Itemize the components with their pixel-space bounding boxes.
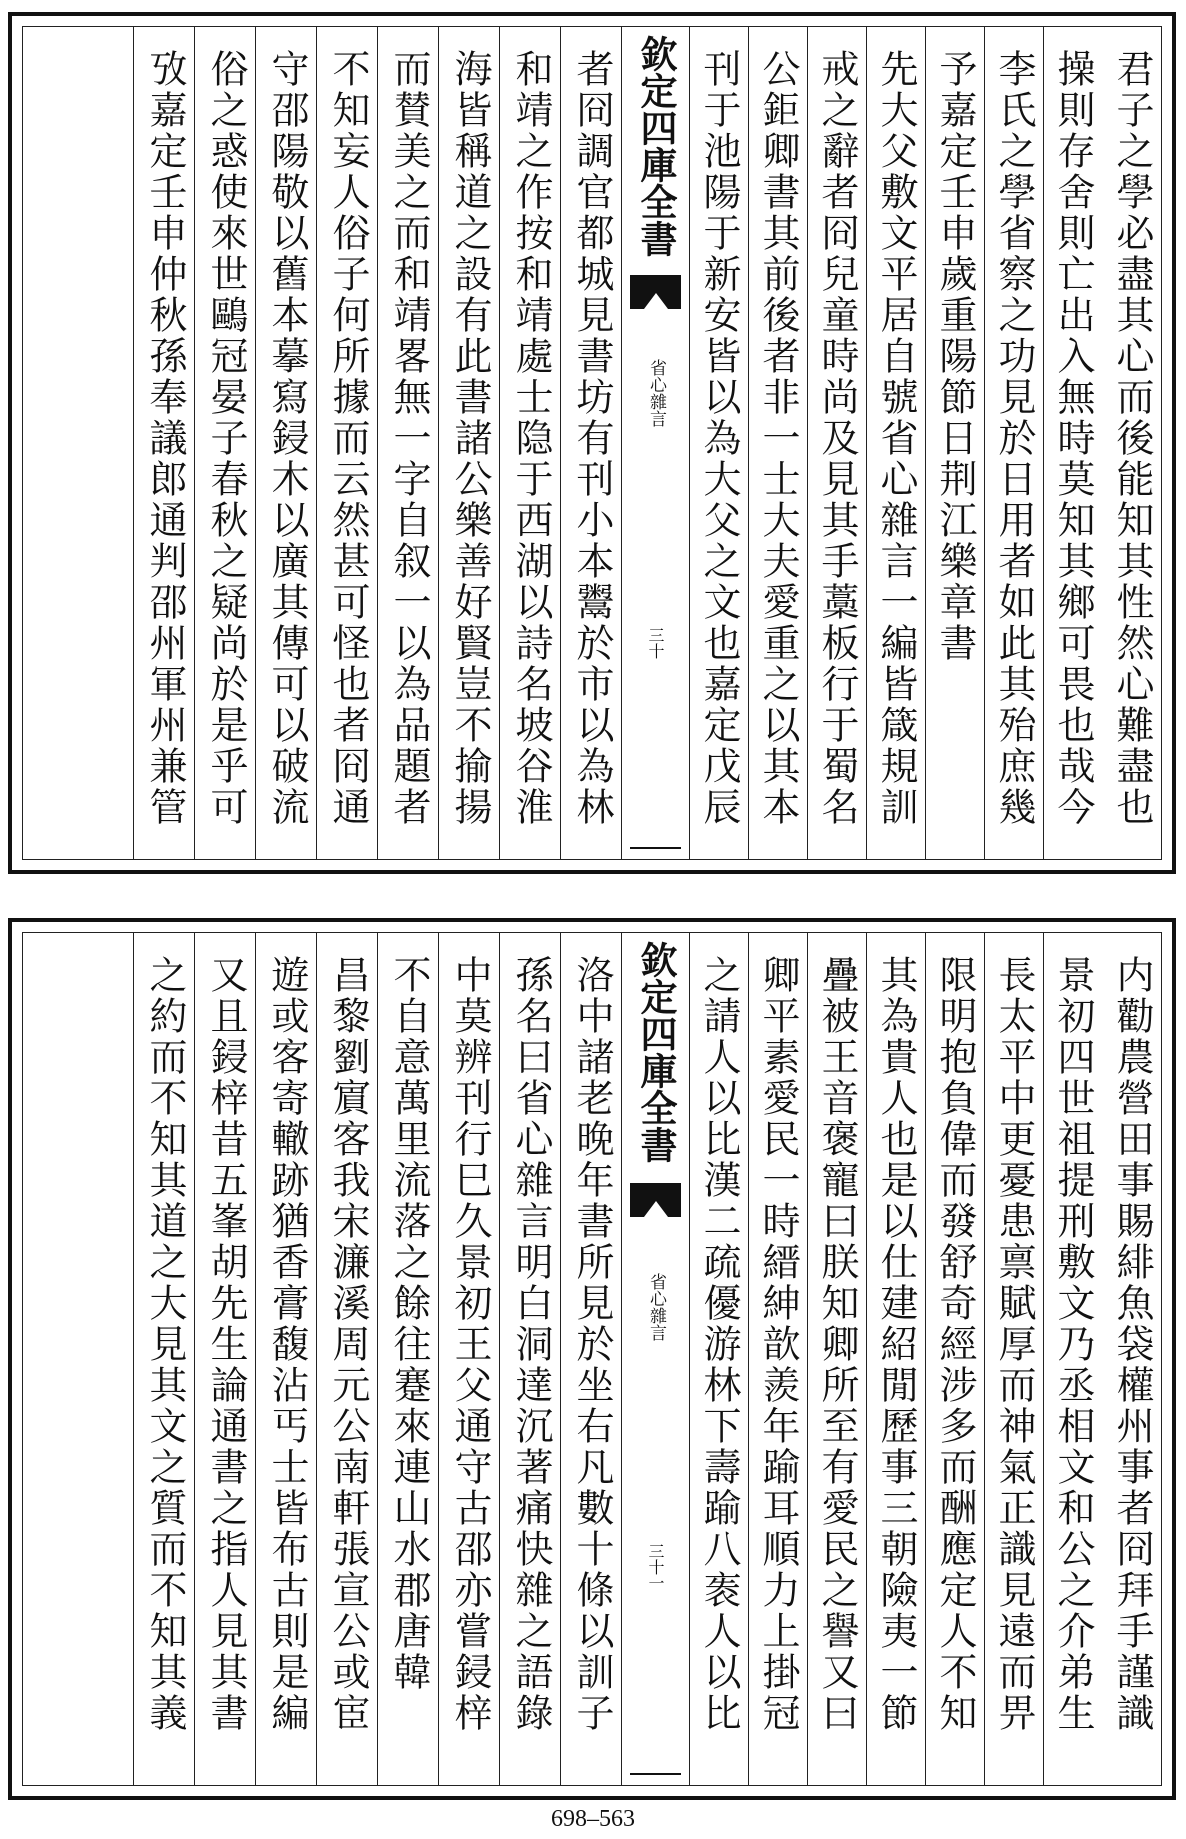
column-text: 卿平素愛民一時縉紳歆羨年踰耳順力上掛冠 [756, 955, 800, 1734]
column [748, 27, 807, 859]
column [925, 27, 984, 859]
column [499, 27, 560, 859]
column [255, 933, 316, 1785]
spine-subtitle: 省心雜言 [646, 359, 666, 427]
spine-subtitle: 省心雜言 [646, 1273, 666, 1341]
column-text: 者冏調官都城見書坊有刊小本鬻於市以為林 [570, 49, 614, 828]
column [1043, 27, 1102, 859]
column-text: 之請人以比漢二疏優游林下壽踰八袠人以比 [697, 955, 741, 1734]
bottom-page-text-area [22, 932, 1162, 1786]
column [438, 933, 499, 1785]
column [866, 27, 925, 859]
spine-column [621, 27, 689, 859]
column-text: 孫名曰省心雜言明白洞達沉著痛快雜之語錄 [509, 955, 553, 1734]
column [438, 27, 499, 859]
column-text: 昌黎劉賔客我宋濂溪周元公南軒張宣公或宦 [326, 955, 370, 1734]
column [1102, 933, 1161, 1785]
column-text: 予嘉定壬申歲重陽節日荆江樂章書 [933, 49, 977, 664]
top-page-frame [8, 12, 1176, 874]
column-text: 長太平中更憂患禀賦厚而神氣正識見遠而畀 [992, 955, 1036, 1734]
bottom-page-frame [8, 918, 1176, 1800]
column [316, 27, 377, 859]
column-text: 内勸農營田事賜緋魚袋權州事者冏拜手謹識 [1110, 955, 1154, 1734]
fish-tail-ornament [630, 1183, 681, 1217]
column [984, 27, 1043, 859]
column [560, 27, 621, 859]
column-text: 和靖之作按和靖處士隐于西湖以詩名坡谷淮 [509, 49, 553, 828]
column-text: 景初四世祖提刑敷文乃丞相文和公之介弟生 [1051, 955, 1095, 1734]
column [377, 933, 438, 1785]
column-text: 俗之惑使來世鷗冠晏子春秋之疑尚於是乎可 [204, 49, 248, 828]
spine-title: 欽定四庫全書 [634, 941, 678, 1163]
column [807, 27, 866, 859]
column [689, 27, 748, 859]
column [925, 933, 984, 1785]
column-text: 李氏之學省察之功見於日用者如此其殆庶幾 [992, 49, 1036, 828]
column-text: 戒之辭者冏兒童時尚及見其手藁板行于蜀名 [815, 49, 859, 828]
column-text: 限明抱負偉而發舒奇經涉多而酬應定人不知 [933, 955, 977, 1734]
column [194, 27, 255, 859]
fish-tail-ornament [630, 275, 681, 309]
spine-bottom-bar [630, 847, 681, 859]
spine-title: 欽定四庫全書 [634, 35, 678, 257]
spine-bottom-bar [630, 1773, 681, 1785]
column-text: 不知妄人俗子何所據而云然甚可怪也者冏通 [326, 49, 370, 828]
column [560, 933, 621, 1785]
column [133, 27, 194, 859]
column [133, 933, 194, 1785]
spine-folio: 三十 [646, 627, 665, 659]
column-text: 操則存舍則亡出入無時莫知其鄉可畏也哉今 [1051, 49, 1095, 828]
column [748, 933, 807, 1785]
column-text: 之約而不知其道之大見其文之質而不知其義 [143, 955, 187, 1734]
column-text: 而賛美之而和靖畧無一字自叙一以為品題者 [387, 49, 431, 828]
column [866, 933, 925, 1785]
column-text: 中莫辨刊行巳久景初王父通守古邵亦嘗鋟梓 [448, 955, 492, 1734]
column-text: 守邵陽敬以舊本摹寫鋟木以廣其傳可以破流 [265, 49, 309, 828]
column [1043, 933, 1102, 1785]
column [316, 933, 377, 1785]
top-page-text-area [22, 26, 1162, 860]
column-text: 遊或客寄轍跡猶香膏馥沾丐士皆布古則是編 [265, 955, 309, 1734]
column [1102, 27, 1161, 859]
column-text: 海皆稱道之設有此書諸公樂善好賢豈不揄揚 [448, 49, 492, 828]
column-text: 公鉅卿書其前後者非一士大夫愛重之以其本 [756, 49, 800, 828]
column-text: 又且鋟梓昔五峯胡先生論通書之指人見其書 [204, 955, 248, 1734]
column [194, 933, 255, 1785]
column [377, 27, 438, 859]
column [984, 933, 1043, 1785]
column [689, 933, 748, 1785]
column-text: 不自意萬里流落之餘往蹇來連山水郡唐韓 [387, 955, 431, 1693]
column [807, 933, 866, 1785]
column-text: 洛中諸老晚年書所見於坐右凡數十條以訓子 [570, 955, 614, 1734]
spine-folio: 三十一 [646, 1543, 665, 1591]
column [255, 27, 316, 859]
column-text: 其為貴人也是以仕建紹閒歷事三朝險夷一節 [874, 955, 918, 1734]
page-number: 698–563 [551, 1806, 635, 1832]
column-text: 君子之學必盡其心而後能知其性然心難盡也 [1110, 49, 1154, 828]
column-text: 刊于池陽于新安皆以為大父之文也嘉定戊辰 [697, 49, 741, 828]
column [499, 933, 560, 1785]
spine-column [621, 933, 689, 1785]
column-text: 攷嘉定壬申仲秋孫奉議郎通判邵州軍州兼管 [143, 49, 187, 828]
column-text: 先大父敷文平居自號省心雜言一編皆箴規訓 [874, 49, 918, 828]
column-text: 疊被王音褒寵曰朕知卿所至有愛民之譽又曰 [815, 955, 859, 1734]
